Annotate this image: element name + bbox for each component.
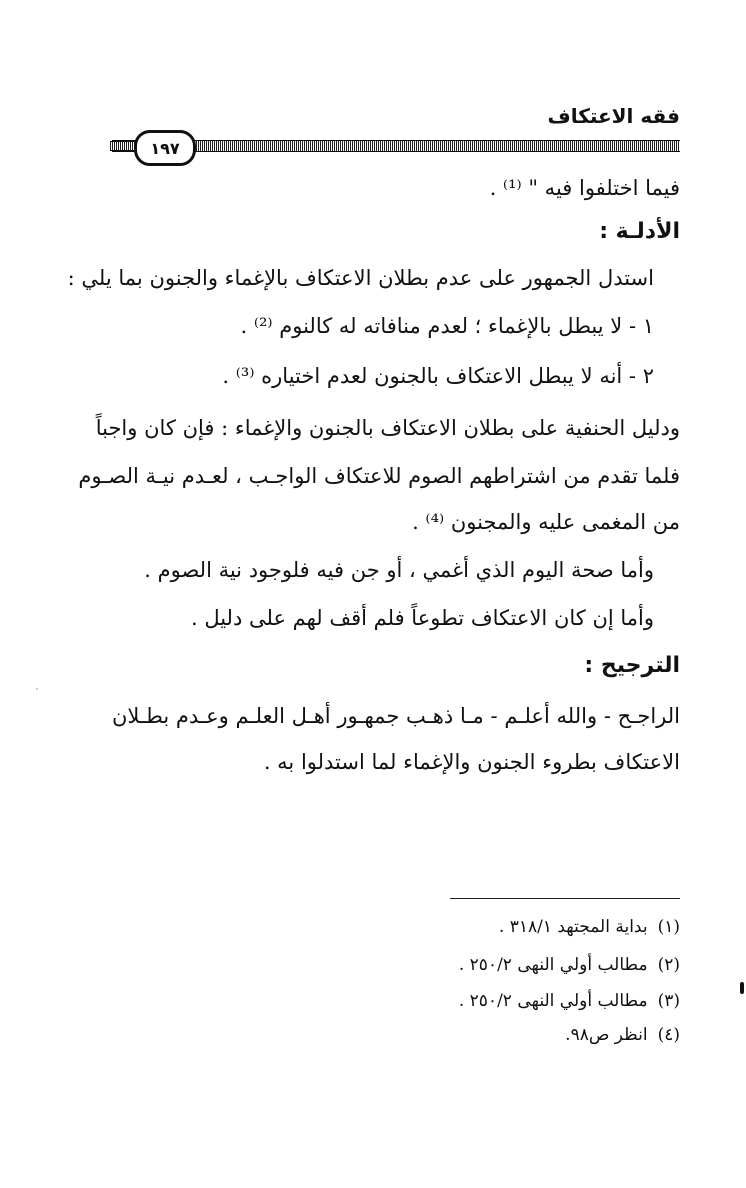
section-heading-preference: الترجيح : (584, 653, 680, 678)
footnote (459, 988, 680, 1014)
list-item: ١ - لا يبطل بالإغماء ؛ لعدم منافاته له كالنوم ⁽²⁾ . (240, 314, 654, 338)
footnote-number: (٣) (657, 991, 680, 1011)
body-line: ودليل الحنفية على بطلان الاعتكاف بالجنون والإغماء : فإن كان واجباً (95, 416, 680, 440)
footnote (459, 952, 680, 978)
footnote-number: (٤) (657, 1025, 680, 1045)
body-line: فيما اختلفوا فيه " ⁽¹⁾ . (489, 176, 680, 200)
running-title: فقه الاعتكاف (547, 104, 680, 128)
scan-speck (36, 688, 38, 690)
footnote-separator (450, 898, 680, 899)
body-line: الاعتكاف بطروء الجنون والإغماء لما استدلوا به . (263, 750, 680, 774)
footnote-text: مطالب أولي النهى ٢٥٠/٢ . (458, 991, 648, 1011)
section-heading-evidence: الأدلـة : (599, 219, 680, 244)
footnote-text: بداية المجتهد ٣١٨/١ . (498, 917, 648, 937)
footnote (499, 914, 680, 940)
list-item: ٢ - أنه لا يبطل الاعتكاف بالجنون لعدم اختياره ⁽³⁾ . (222, 364, 654, 388)
body-line: استدل الجمهور على عدم بطلان الاعتكاف بالإغماء والجنون بما يلي : (67, 266, 654, 290)
body-line: وأما إن كان الاعتكاف تطوعاً فلم أقف لهم على دليل . (190, 606, 654, 630)
body-line: فلما تقدم من اشتراطهم الصوم للاعتكاف الواجـب ، لعـدم نيـة الصـوم (78, 464, 680, 488)
body-line: وأما صحة اليوم الذي أغمي ، أو جن فيه فلوجود نية الصوم . (144, 558, 654, 582)
page-number-badge: ١٩٧ (134, 130, 196, 166)
body-line: من المغمى عليه والمجنون ⁽⁴⁾ . (412, 510, 680, 534)
footnote-text: انظر ص٩٨. (565, 1025, 648, 1045)
header-rule (112, 140, 680, 152)
scan-edge-mark (740, 982, 744, 994)
footnote-number: (٢) (657, 955, 680, 975)
footnote-number: (١) (657, 917, 680, 937)
body-line: الراجـح - والله أعلـم - مـا ذهـب جمهـور أهـل العلـم وعـدم بطـلان (112, 704, 680, 728)
footnote (565, 1022, 680, 1048)
footnote-text: مطالب أولي النهى ٢٥٠/٢ . (458, 955, 648, 975)
header-rule-tail (110, 141, 136, 151)
